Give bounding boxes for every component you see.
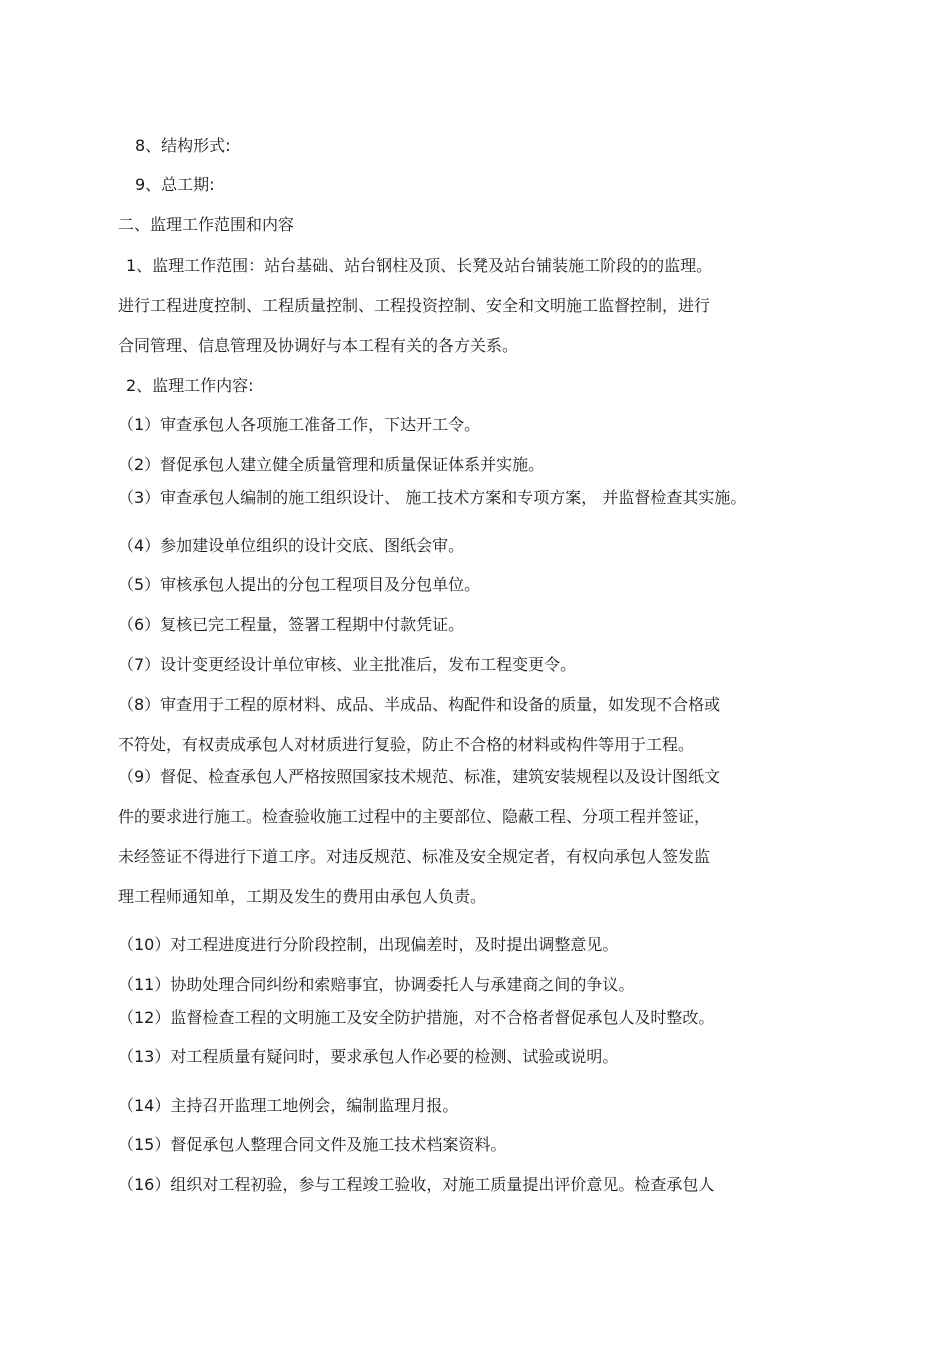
list-item: （2）督促承包人建立健全质量管理和质量保证体系并实施。	[118, 455, 545, 474]
list-item: （3）审查承包人编制的施工组织设计、 施工技术方案和专项方案， 并监督检查其实施。	[118, 488, 747, 507]
list-item: （10）对工程进度进行分阶段控制，出现偏差时，及时提出调整意见。	[118, 935, 619, 954]
list-item: （13）对工程质量有疑问时，要求承包人作必要的检测、试验或说明。	[118, 1047, 619, 1066]
text-line: 8、结构形式:	[135, 136, 231, 155]
list-item: （14）主持召开监理工地例会，编制监理月报。	[118, 1096, 459, 1115]
text-line: 理工程师通知单，工期及发生的费用由承包人负责。	[118, 887, 487, 906]
list-item: （11）协助处理合同纠纷和索赔事宜，协调委托人与承建商之间的争议。	[118, 975, 635, 994]
list-item: （7）设计变更经设计单位审核、业主批准后，发布工程变更令。	[118, 655, 577, 674]
text-line: 合同管理、信息管理及协调好与本工程有关的各方关系。	[118, 336, 519, 355]
text-line: 进行工程进度控制、工程质量控制、工程投资控制、安全和文明施工监督控制，进行	[118, 296, 711, 315]
list-item: （15）督促承包人整理合同文件及施工技术档案资料。	[118, 1135, 507, 1154]
list-item: （1）审查承包人各项施工准备工作，下达开工令。	[118, 415, 481, 434]
list-item: （12）监督检查工程的文明施工及安全防护措施，对不合格者督促承包人及时整改。	[118, 1008, 715, 1027]
text-line: 1、监理工作范围：站台基础、站台钢柱及顶、长凳及站台铺装施工阶段的的监理。	[126, 256, 713, 275]
section-heading: 二、监理工作范围和内容	[118, 215, 295, 234]
text-line: 2、监理工作内容:	[126, 376, 254, 395]
list-item: （9）督促、检查承包人严格按照国家技术规范、标准，建筑安装规程以及设计图纸文	[118, 767, 721, 786]
text-line: 9、总工期:	[135, 175, 215, 194]
list-item: （5）审核承包人提出的分包工程项目及分包单位。	[118, 575, 481, 594]
list-item: （8）审查用于工程的原材料、成品、半成品、构配件和设备的质量，如发现不合格或	[118, 695, 721, 714]
list-item: （16）组织对工程初验，参与工程竣工验收，对施工质量提出评价意见。检查承包人	[118, 1175, 715, 1194]
text-line: 未经签证不得进行下道工序。对违反规范、标准及安全规定者，有权向承包人签发监	[118, 847, 711, 866]
text-line: 不符处，有权责成承包人对材质进行复验，防止不合格的材料或构件等用于工程。	[118, 735, 695, 754]
text-line: 件的要求进行施工。检查验收施工过程中的主要部位、隐蔽工程、分项工程并签证，	[118, 807, 711, 826]
list-item: （4）参加建设单位组织的设计交底、图纸会审。	[118, 536, 465, 555]
list-item: （6）复核已完工程量，签署工程期中付款凭证。	[118, 615, 465, 634]
